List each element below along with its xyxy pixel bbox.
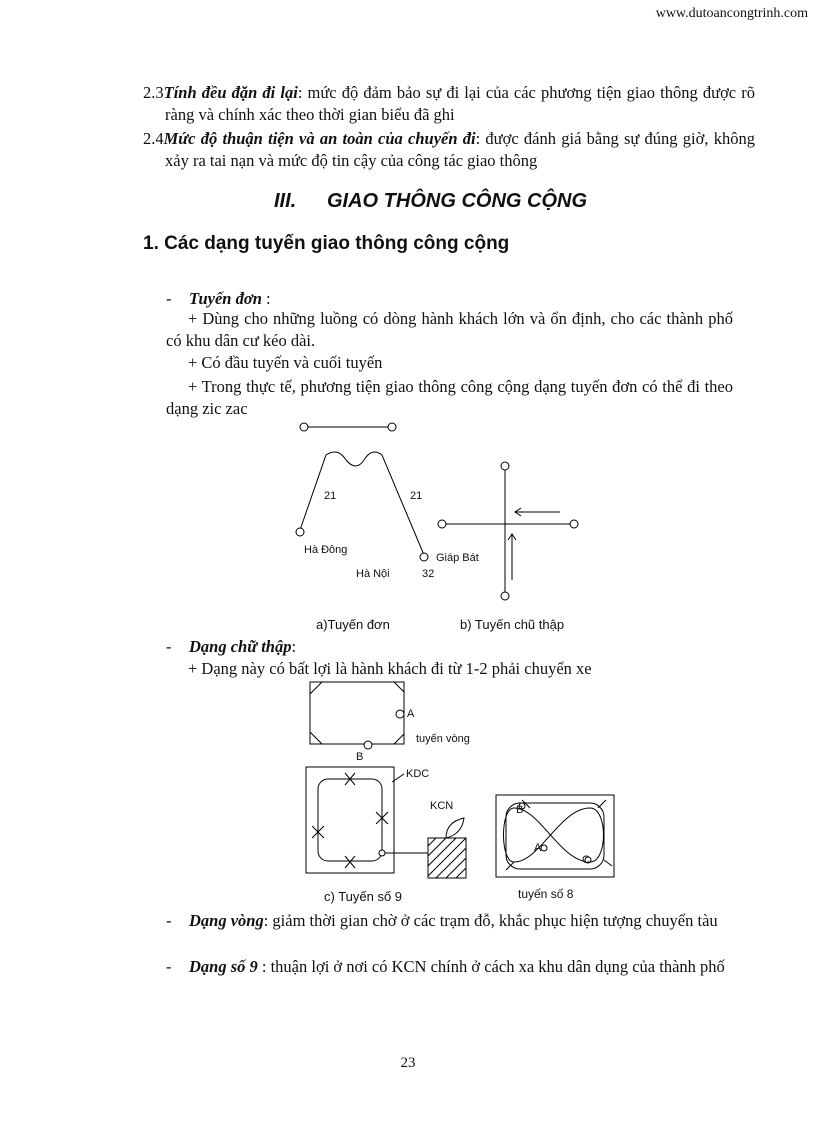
stop-icon [541, 845, 547, 851]
stop-label-b: B [356, 751, 364, 763]
loop-route-corners [310, 682, 404, 744]
leaf-icon [446, 818, 464, 838]
kdc-box [306, 767, 394, 873]
stop-label-b: B [516, 804, 524, 816]
kcn-hatch-pattern [428, 838, 466, 878]
caption-a: a)Tuyến đơn [316, 617, 390, 632]
chu-thap-line: + Dạng này có bất lợi là hành khách đi từ 1-2 phải chuyển xe [188, 659, 592, 678]
tuyen-don-title: Tuyến đơn [189, 289, 262, 308]
kdc-label: KDC [406, 768, 430, 780]
place-label-ha-dong: Hà Đông [304, 544, 348, 556]
place-label-giap-bat: Giáp Bát [436, 552, 479, 564]
stop-a-icon [396, 710, 404, 718]
dang-so-9-text: : thuận lợi ở nơi có KCN chính ở cách xa khu dân dụng của thành phố [257, 957, 725, 976]
loop-route-label: tuyến vòng [416, 733, 470, 745]
item-title: Mức độ thuận tiện và an toàn của chuyến đi [163, 129, 476, 148]
section-roman: III. [274, 190, 297, 212]
tuyen-don-line-1: + Dùng cho những luồng có dòng hành khách lớn và ổn định, cho các thành phố có khu dân cư kéo dài. [166, 309, 733, 350]
bullet-dash: - [166, 289, 172, 308]
stop-b-icon [364, 741, 372, 749]
item-number: 2.3 [143, 83, 164, 102]
route-number-label: 21 [324, 490, 337, 502]
route-8-box [496, 795, 614, 877]
loop-route-box [310, 682, 404, 744]
item-text: : được đánh giá bằng sự đúng giờ, không xảy ra tai nạn và mức độ tin cậy của công tác giao thông [165, 129, 755, 170]
dang-vong-title: Dạng vòng [189, 911, 264, 930]
route-9-loop [318, 779, 382, 861]
bullet-dash: - [166, 911, 172, 930]
item-text: : mức độ đảm bảo sự đi lại của các phương tiện giao thông được rõ ràng và chính xác theo thời gian biểu đã ghi [165, 83, 755, 124]
dang-so-9-item [189, 956, 733, 978]
place-label-ha-noi: Hà Nội [356, 568, 390, 580]
caption-c: c) Tuyến số 9 [324, 889, 403, 904]
stop-label-a: A [407, 708, 415, 720]
item-title: Tính đều đặn đi lại [163, 83, 298, 102]
header-url: www.dutoancongtrinh.com [655, 6, 808, 21]
item-number: 2.4 [143, 129, 164, 148]
route-number-label: 32 [422, 568, 435, 580]
tuyen-don-line-2: + Có đầu tuyến và cuối tuyến [188, 353, 383, 372]
bullet-dash: - [166, 637, 172, 656]
subsection-title: 1. Các dạng tuyến giao thông công cộng [143, 233, 510, 254]
section-title: GIAO THÔNG CÔNG CỘNG [327, 190, 587, 212]
stop-label-a: A [534, 842, 542, 854]
chu-thap-title: Dạng chữ thập [189, 637, 292, 656]
kcn-label: KCN [430, 800, 454, 812]
tuyen-don-colon: : [261, 289, 271, 308]
tuyen-don-line-3: + Trong thực tế, phương tiện giao thông công cộng dạng tuyến đơn có thể đi theo dạng zic zac [166, 377, 733, 418]
cross-mark-icon [345, 856, 355, 868]
caption-route-8: tuyến số 8 [518, 887, 574, 901]
caption-b: b) Tuyến chũ thập [460, 617, 565, 632]
stop-label-c: C [582, 854, 590, 866]
dang-vong-text: : giảm thời gian chờ ở các trạm đỗ, khắc phục hiện tượng chuyển tàu [263, 911, 718, 930]
page-number: 23 [400, 1055, 416, 1071]
bullet-dash: - [166, 957, 172, 976]
dang-vong-item [189, 910, 733, 932]
dang-so-9-title: Dạng số 9 [189, 957, 258, 976]
route-number-label: 21 [410, 490, 423, 502]
chu-thap-colon: : [291, 637, 297, 656]
